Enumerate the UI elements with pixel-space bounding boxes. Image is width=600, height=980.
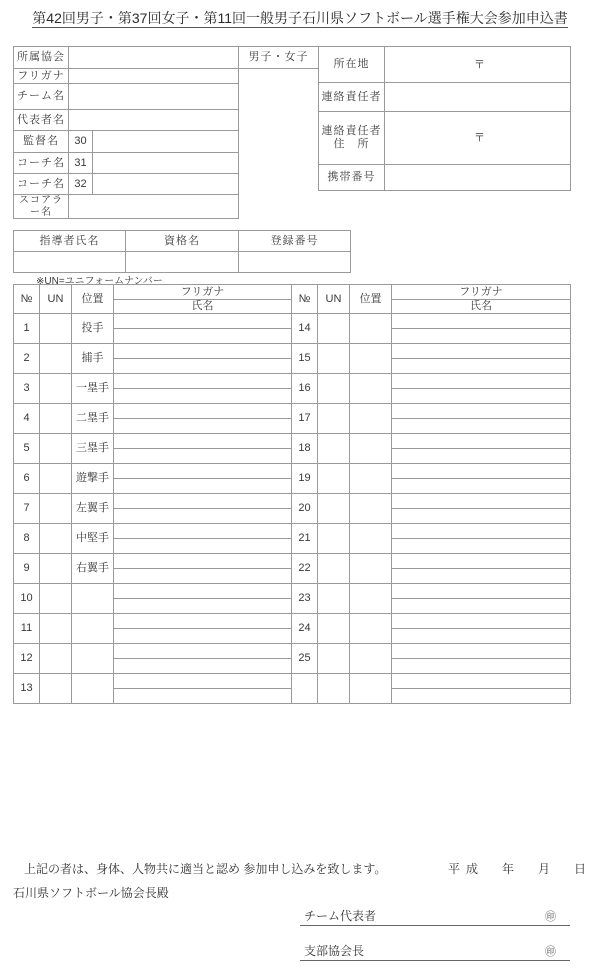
manager-value[interactable] [93,131,239,153]
player-un-right[interactable] [318,614,350,644]
signature-branch-chief[interactable] [300,940,570,961]
player-name-cell-right [392,344,571,374]
coach2-label: コーチ名 [14,174,69,195]
player-un-left[interactable] [40,584,72,614]
player-un-left[interactable] [40,614,72,644]
player-un-right[interactable] [318,584,350,614]
table-row-furigana [14,69,319,84]
player-name-cell-left [114,434,292,464]
player-position-left[interactable] [72,674,114,704]
qualification-header: 資格名 [126,231,239,252]
player-name-cell-left [114,554,292,584]
player-position-right[interactable] [350,524,392,554]
player-fullname-left[interactable] [114,449,291,464]
spacer-cell-top [239,69,319,110]
player-fullname-left[interactable] [114,539,291,554]
player-position-right[interactable] [350,674,392,704]
player-name-cell-right [392,374,571,404]
player-no-right: 20 [292,494,318,524]
player-no-right: 16 [292,374,318,404]
player-furigana-right[interactable] [392,314,570,329]
table-row [14,494,571,524]
association-label: 所属協会 [14,47,69,69]
signature-team-representative-label: チーム代表者 [304,909,377,923]
table-row-contact-address [319,112,571,165]
table-row [14,554,571,584]
fullname-header-right: 氏名 [470,300,492,313]
player-name-cell-right [392,434,571,464]
scorer-value[interactable] [69,195,239,219]
coach1-label: コーチ名 [14,153,69,174]
contact-address-label-line1: 連絡責任者 [321,125,382,138]
player-furigana-left[interactable] [114,344,291,359]
player-un-right[interactable] [318,524,350,554]
player-no-left: 8 [14,524,40,554]
mobile-value[interactable] [385,165,571,191]
player-fullname-right[interactable] [392,659,570,674]
name-header-left [114,285,292,314]
team-name-label: チーム名 [14,84,69,110]
player-name-cell-left [114,524,292,554]
table-row [14,434,571,464]
player-furigana-left[interactable] [114,554,291,569]
player-un-right[interactable] [318,554,350,584]
table-row [14,614,571,644]
player-no-left: 10 [14,584,40,614]
player-name-cell-right [392,614,571,644]
player-furigana-left[interactable] [114,404,291,419]
player-fullname-right[interactable] [392,449,570,464]
registration-number-header: 登録番号 [239,231,351,252]
table-row-contact-person [319,83,571,112]
registration-number-value[interactable] [239,252,351,273]
player-no-right: 18 [292,434,318,464]
coach2-value[interactable] [93,174,239,195]
table-row [14,674,571,704]
furigana-label: フリガナ [14,69,69,84]
player-fullname-left[interactable] [114,329,291,344]
player-no-left: 4 [14,404,40,434]
player-un-right[interactable] [318,674,350,704]
player-position-left[interactable]: 右翼手 [72,554,114,584]
player-furigana-right[interactable] [392,374,570,389]
representative-value[interactable] [69,110,239,131]
player-fullname-right[interactable] [392,359,570,374]
contact-address-label [319,112,385,165]
player-fullname-left[interactable] [114,659,291,674]
player-fullname-right[interactable] [392,479,570,494]
player-un-right[interactable] [318,404,350,434]
uniform-number-note: ※UN=ユニフォームナンバー [36,276,163,287]
player-fullname-left[interactable] [114,509,291,524]
player-position-right[interactable] [350,464,392,494]
table-row [14,404,571,434]
player-position-right[interactable] [350,344,392,374]
player-furigana-right[interactable] [392,644,570,659]
player-name-cell-left [114,404,292,434]
player-fullname-left[interactable] [114,479,291,494]
player-no-right: 23 [292,584,318,614]
furigana-header-left: フリガナ [114,285,291,300]
player-no-right: 17 [292,404,318,434]
player-name-cell-left [114,374,292,404]
fullname-header-left: 氏名 [191,300,214,313]
player-position-left[interactable]: 捕手 [72,344,114,374]
player-name-cell-left [114,464,292,494]
player-no-right: 22 [292,554,318,584]
declaration-text: 上記の者は、身体、人物共に適当と認め 参加申し込みを致します。 [24,862,387,876]
player-position-left[interactable]: 一塁手 [72,374,114,404]
player-fullname-left[interactable] [114,359,291,374]
player-no-right: 14 [292,314,318,344]
manager-number: 30 [69,131,93,153]
player-furigana-right[interactable] [392,614,570,629]
player-fullname-right[interactable] [392,629,570,644]
table-row-association [14,47,319,69]
player-un-left[interactable] [40,404,72,434]
player-name-cell-right [392,494,571,524]
seal-icon: ㊞ [545,946,556,958]
instructor-header-row [14,231,351,252]
representative-label: 代表者名 [14,110,69,131]
player-no-left: 7 [14,494,40,524]
mobile-label: 携帯番号 [319,165,385,191]
player-position-right[interactable] [350,584,392,614]
player-name-cell-left [114,644,292,674]
player-position-left[interactable]: 投手 [72,314,114,344]
player-furigana-left[interactable] [114,614,291,629]
no-header-left: № [14,285,40,314]
player-fullname-left[interactable] [114,629,291,644]
player-furigana-left[interactable] [114,524,291,539]
player-name-cell-left [114,674,292,704]
contact-person-label: 連絡責任者 [319,83,385,112]
player-furigana-left[interactable] [114,494,291,509]
player-fullname-right[interactable] [392,389,570,404]
player-name-cell-right [392,554,571,584]
contact-address-value[interactable] [385,112,571,165]
player-un-left[interactable] [40,314,72,344]
furigana-value[interactable] [69,69,239,84]
player-name-cell-left [114,614,292,644]
player-fullname-left[interactable] [114,419,291,434]
player-position-right[interactable] [350,644,392,674]
player-position-right[interactable] [350,404,392,434]
player-position-left[interactable]: 左翼手 [72,494,114,524]
gender-label[interactable]: 男子・女子 [239,47,319,69]
table-row [14,374,571,404]
player-fullname-left[interactable] [114,569,291,584]
player-un-right[interactable] [318,374,350,404]
player-furigana-right[interactable] [392,434,570,449]
player-name-cell-right [392,584,571,614]
position-header-left: 位置 [72,285,114,314]
player-name-cell-left [114,584,292,614]
page-title-text: 第42回男子・第37回女子・第11回一般男子石川県ソフトボール選手権大会参加申込書 [32,10,568,26]
coach1-number: 31 [69,153,93,174]
player-un-left[interactable] [40,344,72,374]
spacer-cell-bottom [239,110,319,219]
player-position-right[interactable] [350,554,392,584]
player-furigana-right[interactable] [392,584,570,599]
player-no-left: 6 [14,464,40,494]
player-no-right: 21 [292,524,318,554]
player-un-left[interactable] [40,674,72,704]
player-un-right[interactable] [318,494,350,524]
player-position-left[interactable] [72,614,114,644]
player-furigana-left[interactable] [114,644,291,659]
player-furigana-left[interactable] [114,674,291,689]
instructor-table [13,230,351,273]
contact-info-table [318,46,571,191]
player-name-cell-left [114,494,292,524]
player-name-cell-right [392,464,571,494]
player-fullname-right[interactable] [392,419,570,434]
table-row-address [319,47,571,83]
date-line[interactable]: 平成 年 月 日 [448,862,593,876]
player-no-left: 3 [14,374,40,404]
player-position-right[interactable] [350,314,392,344]
table-row [14,524,571,554]
player-furigana-right[interactable] [392,404,570,419]
player-furigana-left[interactable] [114,584,291,599]
player-un-left[interactable] [40,374,72,404]
player-no-right: 19 [292,464,318,494]
player-position-left[interactable] [72,644,114,674]
player-position-right[interactable] [350,614,392,644]
team-info-table [13,46,319,219]
player-name-cell-left [114,314,292,344]
table-row-representative [14,110,319,131]
player-name-cell-left [114,344,292,374]
player-un-left[interactable] [40,524,72,554]
postal-mark-icon: 〒 [474,132,485,145]
player-no-left: 9 [14,554,40,584]
player-fullname-right[interactable] [392,329,570,344]
instructor-name-header: 指導者氏名 [14,231,126,252]
player-un-right[interactable] [318,644,350,674]
name-header-right [392,285,571,314]
player-no-right: 24 [292,614,318,644]
team-name-value[interactable] [69,84,239,110]
contact-address-label-line2: 住 所 [333,138,370,150]
player-name-cell-right [392,404,571,434]
player-fullname-right[interactable] [392,599,570,614]
player-furigana-left[interactable] [114,434,291,449]
player-un-left[interactable] [40,644,72,674]
player-no-left: 12 [14,644,40,674]
player-un-right[interactable] [318,344,350,374]
table-row-mobile [319,165,571,191]
player-position-left[interactable]: 中堅手 [72,524,114,554]
table-row [14,464,571,494]
player-no-right: 25 [292,644,318,674]
player-position-left[interactable]: 三塁手 [72,434,114,464]
player-furigana-left[interactable] [114,374,291,389]
player-position-left[interactable] [72,584,114,614]
table-row [14,314,571,344]
player-un-right[interactable] [318,314,350,344]
no-header-right: № [292,285,318,314]
roster-header-row [14,285,571,314]
addressee-text: 石川県ソフトボール協会長殿 [13,886,169,900]
player-fullname-right[interactable] [392,509,570,524]
player-fullname-right[interactable] [392,539,570,554]
player-no-right: 15 [292,344,318,374]
player-un-left[interactable] [40,494,72,524]
player-furigana-right[interactable] [392,674,570,689]
player-roster-table [13,284,571,704]
table-row [14,644,571,674]
player-furigana-right[interactable] [392,344,570,359]
association-value[interactable] [69,47,239,69]
seal-icon: ㊞ [545,911,556,923]
player-furigana-left[interactable] [114,314,291,329]
address-value[interactable] [385,47,571,83]
instructor-name-value[interactable] [14,252,126,273]
postal-mark-icon: 〒 [474,58,485,71]
instructor-value-row [14,252,351,273]
player-furigana-right[interactable] [392,494,570,509]
player-fullname-right[interactable] [392,689,570,704]
coach1-value[interactable] [93,153,239,174]
player-position-right[interactable] [350,434,392,464]
player-position-left[interactable]: 遊撃手 [72,464,114,494]
player-furigana-left[interactable] [114,464,291,479]
player-position-left[interactable]: 二塁手 [72,404,114,434]
player-no-left: 2 [14,344,40,374]
position-header-right: 位置 [350,285,392,314]
coach2-number: 32 [69,174,93,195]
player-un-left[interactable] [40,464,72,494]
signature-branch-chief-label: 支部協会長 [304,944,365,958]
player-un-left[interactable] [40,434,72,464]
player-furigana-right[interactable] [392,464,570,479]
player-fullname-right[interactable] [392,569,570,584]
player-fullname-left[interactable] [114,389,291,404]
player-position-right[interactable] [350,374,392,404]
player-furigana-right[interactable] [392,524,570,539]
player-fullname-left[interactable] [114,599,291,614]
scorer-label: スコアラー名 [14,195,69,219]
player-un-right[interactable] [318,464,350,494]
player-no-left: 5 [14,434,40,464]
player-furigana-right[interactable] [392,554,570,569]
player-no-left: 13 [14,674,40,704]
un-header-right: UN [318,285,350,314]
player-name-cell-right [392,674,571,704]
table-row [14,584,571,614]
player-no-right [292,674,318,704]
manager-label: 監督名 [14,131,69,153]
signature-team-representative[interactable] [300,905,570,926]
table-row [14,344,571,374]
player-fullname-left[interactable] [114,689,291,704]
un-header-left: UN [40,285,72,314]
player-position-right[interactable] [350,494,392,524]
player-un-right[interactable] [318,434,350,464]
qualification-value[interactable] [126,252,239,273]
player-name-cell-right [392,644,571,674]
player-no-left: 11 [14,614,40,644]
player-name-cell-right [392,314,571,344]
address-label: 所在地 [319,47,385,83]
player-no-left: 1 [14,314,40,344]
player-un-left[interactable] [40,554,72,584]
page-title [0,8,600,28]
contact-person-value[interactable] [385,83,571,112]
player-name-cell-right [392,524,571,554]
furigana-header-right: フリガナ [392,285,570,300]
